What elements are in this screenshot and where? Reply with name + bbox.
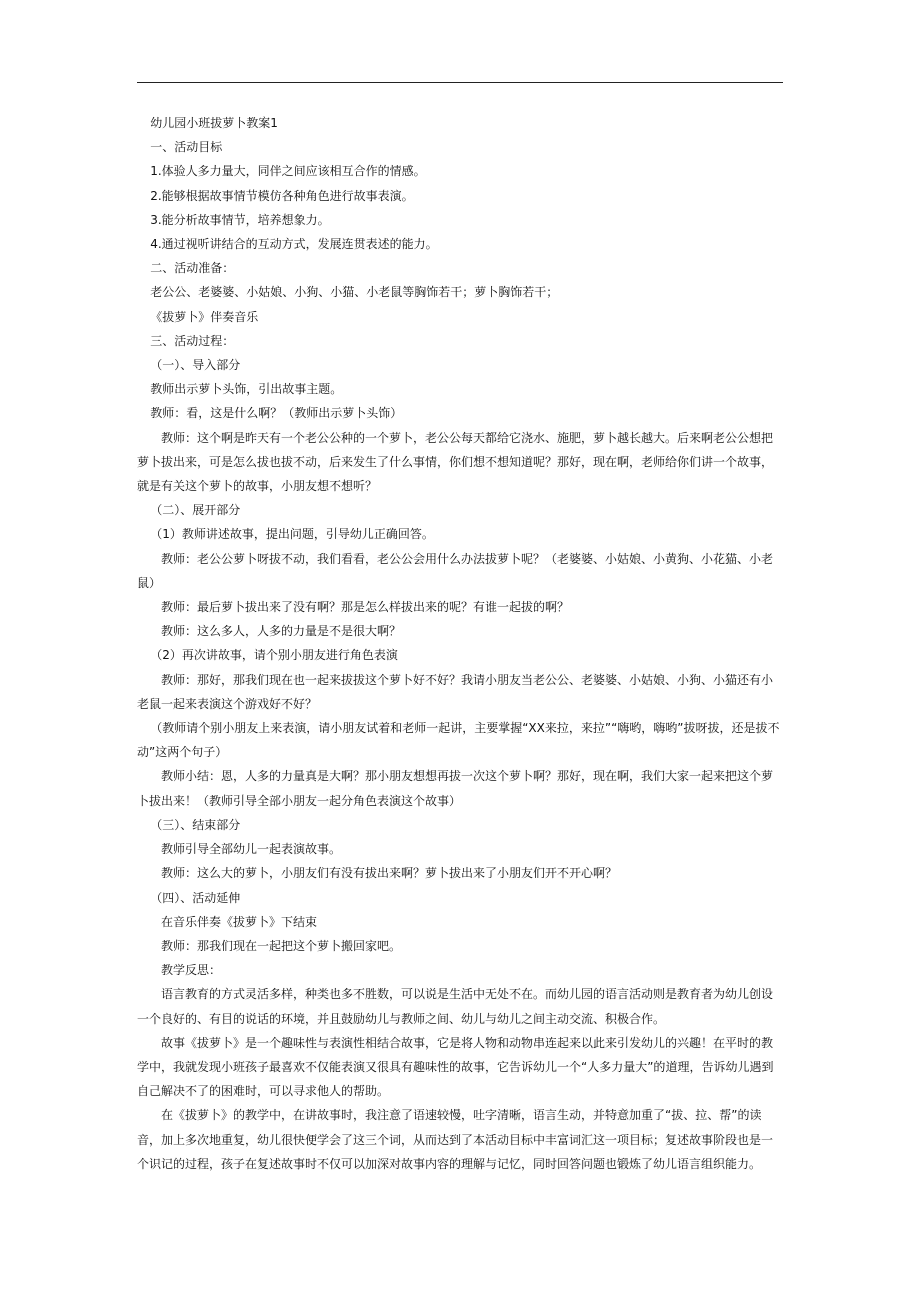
paragraph: 教师：那好，那我们现在也一起来拔拔这个萝卜好不好？我请小朋友当老公公、老婆婆、小姑娘、小狗、小猫还有小老鼠一起来表演这个游戏好不好？: [137, 672, 774, 711]
paragraph: （三）、结束部分: [150, 817, 241, 832]
paragraph: 幼儿园小班拔萝卜教案1: [150, 116, 278, 130]
paragraph: 教师：看，这是什么啊？（教师出示萝卜头饰）: [150, 406, 403, 421]
paragraph: 教师：这么多人，人多的力量是不是很大啊？: [161, 624, 402, 639]
paragraph: 教师：那我们现在一起把这个萝卜搬回家吧。: [161, 938, 402, 953]
paragraph: 在音乐伴奏《拔萝卜》下结束: [161, 914, 318, 929]
paragraph: 1.体验人多力量大，同伴之间应该相互合作的情感。: [150, 164, 426, 179]
paragraph: 3.能分析故事情节，培养想象力。: [150, 212, 330, 227]
paragraph: （1）教师讲述故事，提出问题，引导幼儿正确回答。: [150, 527, 434, 542]
paragraph: 教师：最后萝卜拔出来了没有啊？那是怎么样拔出来的呢？有谁一起拔的啊？: [161, 600, 570, 615]
paragraph: 《拔萝卜》伴奏音乐: [150, 309, 259, 324]
paragraph: 老公公、老婆婆、小姑娘、小狗、小猫、小老鼠等胸饰若干；萝卜胸饰若干；: [150, 285, 559, 300]
paragraph: 教学反思：: [161, 963, 222, 978]
paragraph: 在《拔萝卜》的教学中，在讲故事时，我注意了语速较慢，吐字清晰，语言生动，并特意加重了“拔、拉、帮”的读音，加上多次地重复，幼儿很快便学会了这三个词，从而达到了本活动目标中丰富词汇这一项目标；复述故事阶段也是一个识记的过程，孩子在复述故事时不仅可以加深对故事内容的理解与记忆，同时回答问题也锻炼了幼儿语言组织能力。: [137, 1108, 774, 1171]
paragraph: 教师引导全部幼儿一起表演故事。: [161, 842, 342, 857]
paragraph: 4.通过视听讲结合的互动方式，发展连贯表述的能力。: [150, 237, 438, 252]
paragraph: （一）、导入部分: [150, 358, 241, 373]
document-body: [137, 111, 783, 1176]
paragraph: 2.能够根据故事情节模仿各种角色进行故事表演。: [150, 188, 414, 203]
paragraph: （2）再次讲故事，请个别小朋友进行角色表演: [150, 648, 398, 663]
header-rule: [137, 82, 783, 83]
paragraph: 教师：这么大的萝卜，小朋友们有没有拔出来啊？萝卜拔出来了小朋友们开不开心啊？: [161, 866, 618, 881]
paragraph: 语言教育的方式灵活多样，种类也多不胜数，可以说是生活中无处不在。而幼儿园的语言活动则是教育者为幼儿创设一个良好的、有目的说话的环境，并且鼓励幼儿与教师之间、幼儿与幼儿之间主动交流、积极合作。: [137, 987, 774, 1026]
paragraph: （二）、展开部分: [150, 503, 241, 518]
paragraph: 二、活动准备：: [150, 261, 235, 276]
paragraph: 三、活动过程：: [150, 333, 235, 348]
paragraph: （教师请个别小朋友上来表演，请小朋友试着和老师一起讲，主要掌握“XX来拉，来拉”“嗨哟，嗨哟”拔呀拔，还是拔不动”这两个句子）: [137, 721, 780, 760]
paragraph: 教师：老公公萝卜呀拔不动，我们看看，老公公会用什么办法拔萝卜呢？（老婆婆、小姑娘、小黄狗、小花猫、小老鼠）: [137, 551, 774, 590]
paragraph: 教师小结：恩，人多的力量真是大啊？那小朋友想想再拔一次这个萝卜啊？那好，现在啊，我们大家一起来把这个萝卜拔出来！（教师引导全部小朋友一起分角色表演这个故事）: [137, 769, 774, 808]
paragraph: 教师：这个啊是昨天有一个老公公种的一个萝卜，老公公每天都给它浇水、施肥，萝卜越长越大。后来啊老公公想把萝卜拔出来，可是怎么拔也拔不动，后来发生了什么事情，你们想不想知道呢？那好，现在啊，老师给你们讲一个故事，就是有关这个萝卜的故事，小朋友想不想听？: [137, 430, 774, 494]
paragraph: （四）、活动延伸: [150, 890, 241, 905]
paragraph: 一、活动目标: [150, 140, 223, 155]
paragraph: 故事《拔萝卜》是一个趣味性与表演性相结合故事，它是将人物和动物串连起来以此来引发幼儿的兴趣！在平时的教学中，我就发现小班孩子最喜欢不仅能表演又很具有趣味性的故事，它告诉幼儿一个“人多力量大”的道理，告诉幼儿遇到自己解决不了的困难时，可以寻求他人的帮助。: [137, 1035, 774, 1099]
paragraph: 教师出示萝卜头饰，引出故事主题。: [150, 382, 343, 397]
